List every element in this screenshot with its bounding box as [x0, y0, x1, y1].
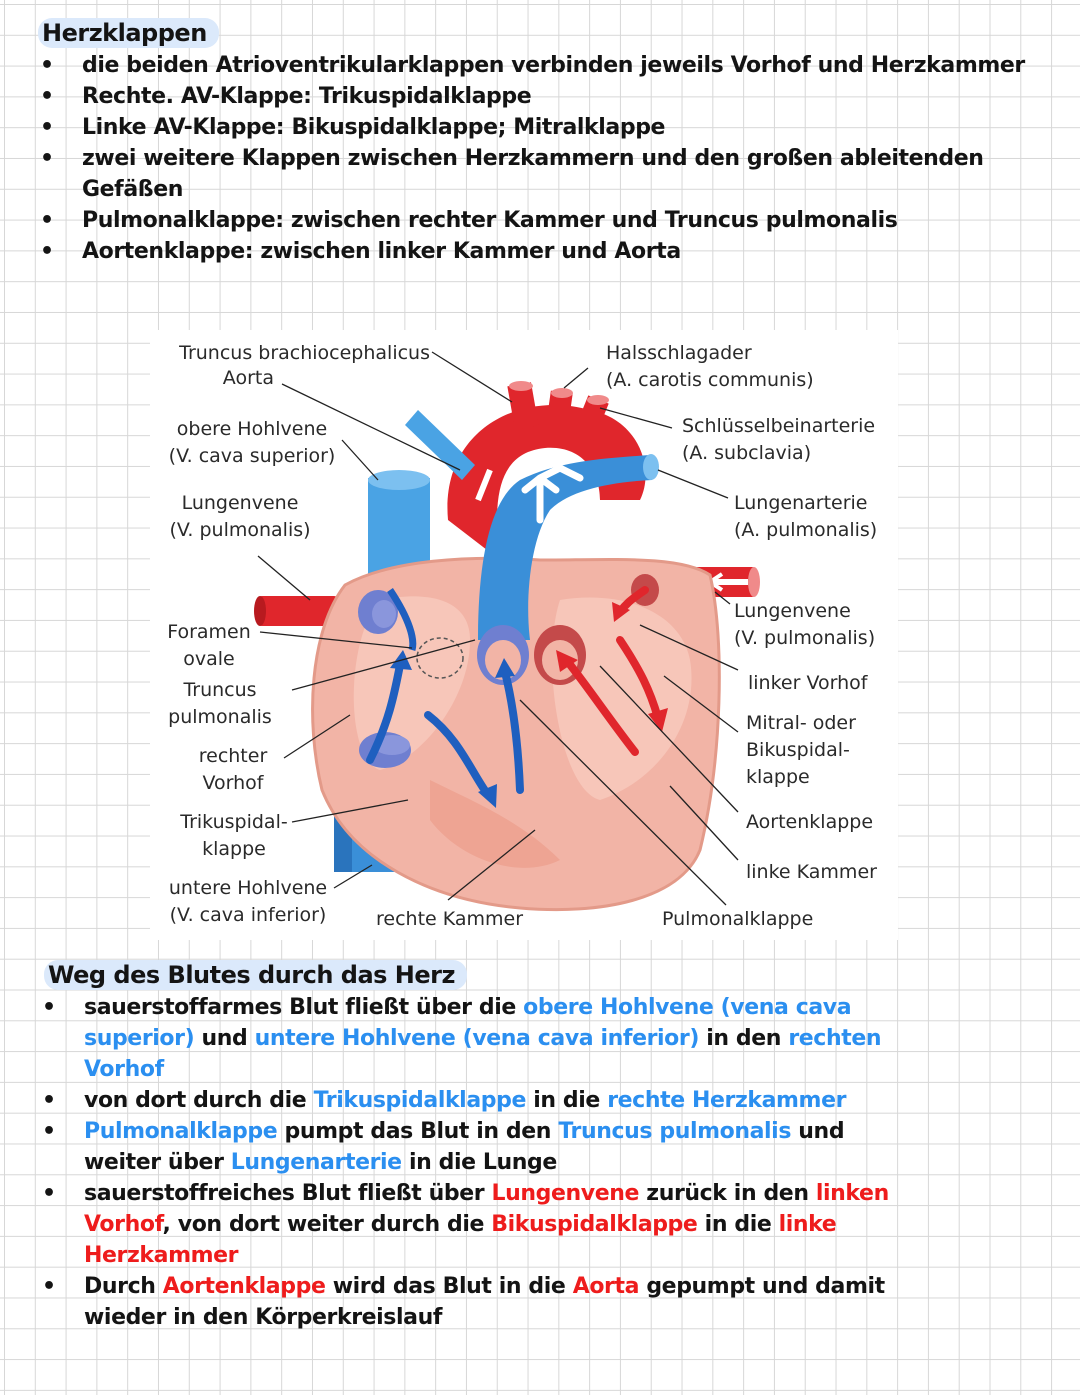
- label-line: Truncus: [183, 679, 257, 701]
- label-line: Lungenvene: [181, 492, 299, 514]
- text-span: sauerstoffreiches Blut fließt über: [84, 1181, 492, 1206]
- heart-diagram: [150, 330, 898, 940]
- label-linker-vorhof: linker Vorhof: [748, 672, 868, 694]
- list-item: • Pulmonalklappe: zwischen rechter Kammer und Truncus pulmonalis: [40, 205, 1040, 236]
- highlight-red: Bikuspidalklappe: [491, 1212, 698, 1237]
- label-obere-hohlvene: [164, 416, 340, 470]
- text-span: von dort durch die: [84, 1088, 314, 1113]
- label-truncus-brachiocephalicus: Truncus brachiocephalicus: [179, 342, 430, 364]
- label-line: obere Hohlvene: [176, 418, 328, 440]
- text-span: und weiter über: [84, 1119, 845, 1175]
- label-lungenarterie: [734, 490, 877, 544]
- highlight-red: Lungenvene: [491, 1181, 640, 1206]
- text-span: Durch: [84, 1274, 163, 1299]
- blood-path-list: [42, 992, 912, 1333]
- text-span: wird das Blut in die: [325, 1274, 573, 1299]
- highlight-blue: Lungenarterie: [230, 1150, 402, 1175]
- list-item: • Aortenklappe: zwischen linker Kammer und Aorta: [40, 236, 1040, 267]
- label-line: untere Hohlvene: [168, 877, 328, 899]
- label-line: Schlüsselbeinarterie: [682, 415, 876, 437]
- highlight-blue: Trikuspidalklappe: [313, 1088, 526, 1113]
- list-item: • die beiden Atrioventrikularklappen verbinden jeweils Vorhof und Herzkammer: [40, 50, 1040, 81]
- label-line: rechter: [198, 745, 268, 767]
- text-span: gepumpt und damit wieder in den Körperkreislauf: [84, 1274, 885, 1330]
- label-line: Bikuspidal-: [746, 739, 850, 761]
- label-line: Halsschlagader: [606, 342, 752, 364]
- label-line: Trikuspidal-: [180, 811, 288, 833]
- text-span: in den: [699, 1026, 789, 1051]
- highlight-blue: rechten Vorhof: [84, 1026, 882, 1082]
- text-span: zurück in den: [639, 1181, 816, 1206]
- highlight-blue: untere Hohlvene (vena cava inferior): [254, 1026, 700, 1051]
- list-item: • zwei weitere Klappen zwischen Herzkammern und den großen ableitenden Gefäßen: [40, 143, 1040, 205]
- label-line: Foramen: [167, 621, 251, 643]
- text-span: in die: [526, 1088, 608, 1113]
- highlight-blue: obere Hohlvene (vena cava superior): [84, 995, 852, 1051]
- list-item: [42, 1085, 912, 1116]
- highlight-red: Aortenklappe: [162, 1274, 326, 1299]
- highlight-blue: Truncus pulmonalis: [558, 1119, 792, 1144]
- label-pulmonalklappe: Pulmonalklappe: [662, 908, 814, 930]
- label-line: Lungenvene: [734, 600, 851, 622]
- text-span: in die: [697, 1212, 779, 1237]
- label-lungenvene-right: [734, 598, 875, 652]
- list-item: [42, 1178, 912, 1271]
- label-line: (A. carotis communis): [606, 369, 814, 391]
- label-linke-kammer: linke Kammer: [746, 861, 877, 883]
- label-rechter-vorhof: [190, 743, 276, 797]
- section-heading-herzklappen: Herzklappen: [38, 18, 219, 48]
- list-item: • Linke AV-Klappe: Bikuspidalklappe; Mitralklappe: [40, 112, 1040, 143]
- label-schluesselbeinarterie: [682, 413, 875, 467]
- label-line: (V. pulmonalis): [169, 519, 311, 541]
- highlight-red: linken Vorhof: [84, 1181, 889, 1237]
- label-line: Vorhof: [202, 772, 264, 794]
- label-aortenklappe: Aortenklappe: [746, 811, 874, 833]
- label-foramen-ovale: [164, 619, 254, 673]
- label-untere-hohlvene: [164, 875, 332, 929]
- label-line: Mitral- oder: [746, 712, 856, 734]
- text-span: und: [194, 1026, 255, 1051]
- label-aorta: Aorta: [222, 367, 274, 389]
- list-item: [42, 1271, 912, 1333]
- label-trikuspidalklappe: [164, 809, 304, 863]
- highlight-blue: rechte Herzkammer: [607, 1088, 847, 1113]
- label-line: (V. pulmonalis): [734, 627, 876, 649]
- label-line: (V. cava superior): [168, 445, 336, 467]
- text-span: sauerstoffarmes Blut fließt über die: [84, 995, 524, 1020]
- list-item: • Rechte. AV-Klappe: Trikuspidalklappe: [40, 81, 1040, 112]
- label-lungenvene-left: [164, 490, 316, 544]
- label-line: pulmonalis: [168, 706, 272, 728]
- label-line: klappe: [746, 766, 810, 788]
- label-line: (V. cava inferior): [169, 904, 327, 926]
- label-line: ovale: [183, 648, 235, 670]
- highlight-blue: Pulmonalklappe: [84, 1119, 278, 1144]
- label-mitralklappe: [746, 710, 856, 791]
- label-rechte-kammer: rechte Kammer: [376, 908, 524, 930]
- label-line: klappe: [202, 838, 266, 860]
- label-truncus-pulmonalis: [164, 677, 276, 731]
- label-line: (A. subclavia): [682, 442, 812, 464]
- list-item: [42, 1116, 912, 1178]
- text-span: , von dort weiter durch die: [162, 1212, 492, 1237]
- label-line: Lungenarterie: [734, 492, 868, 514]
- label-halsschlagader: [606, 340, 814, 394]
- text-span: pumpt das Blut in den: [277, 1119, 559, 1144]
- herzklappen-list: [40, 50, 1040, 267]
- label-line: (A. pulmonalis): [734, 519, 878, 541]
- text-span: in die Lunge: [401, 1150, 557, 1175]
- section-heading-weg-des-blutes: Weg des Blutes durch das Herz: [44, 960, 467, 990]
- highlight-red: linke Herzkammer: [84, 1212, 837, 1268]
- highlight-red: Aorta: [572, 1274, 640, 1299]
- list-item: [42, 992, 912, 1085]
